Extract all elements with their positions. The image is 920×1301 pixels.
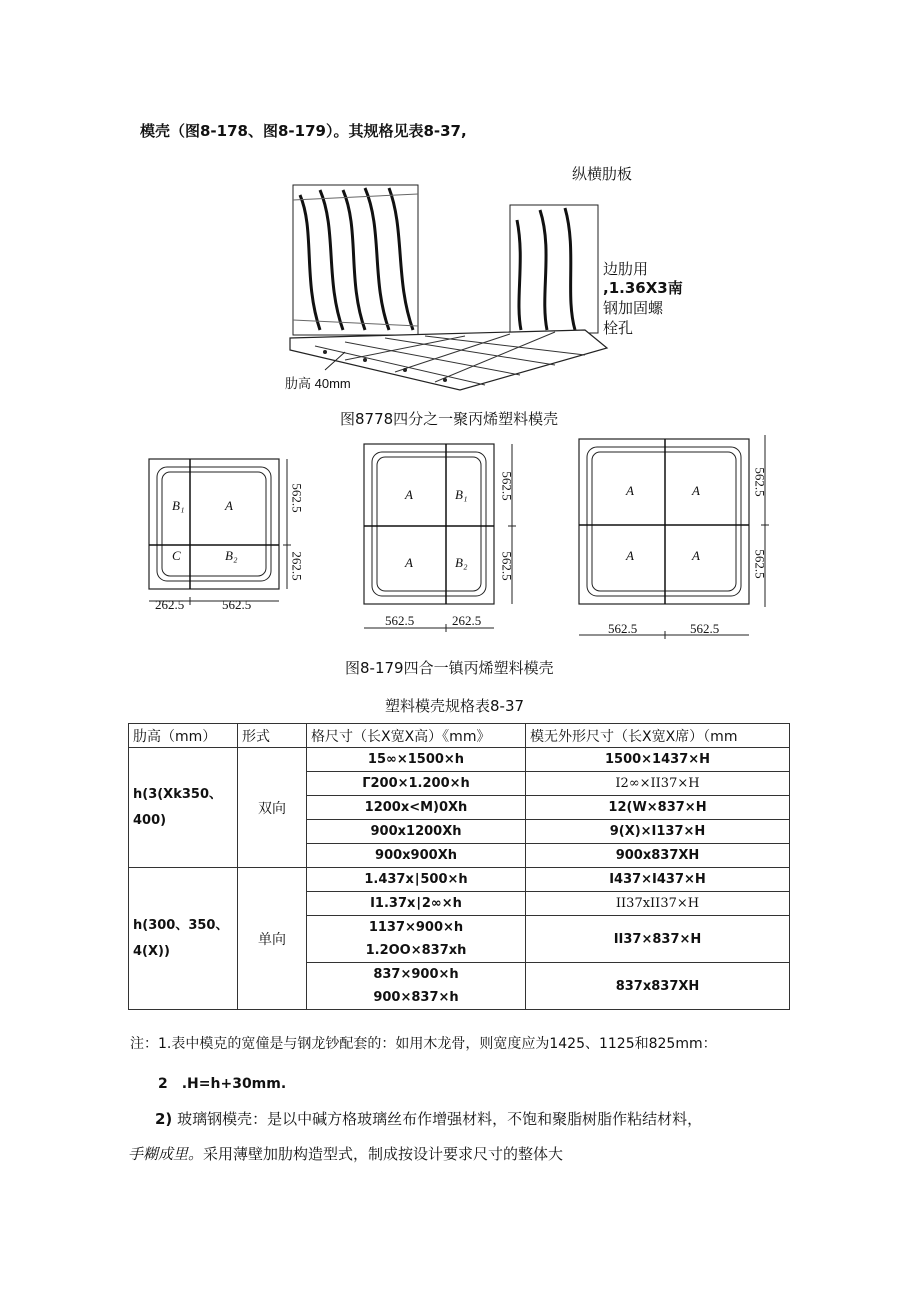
fig179-d2-cell-1: A xyxy=(405,487,413,502)
fig179-drawing-3 xyxy=(575,435,775,645)
table-cell: II37xII37×H xyxy=(526,892,790,916)
fig179-d1-dim-3: 262.5 xyxy=(155,597,185,612)
fig179-d3-cell-3: A xyxy=(626,548,634,563)
table-cell: I437×I437×H xyxy=(526,868,790,892)
fig178-label-top: 纵横肋板 xyxy=(572,165,633,183)
table-row xyxy=(129,868,790,892)
table-cell: 1500×1437×H xyxy=(526,748,790,772)
table-cell: 837x837XH xyxy=(526,963,790,1010)
table-cell: 900x900Xh xyxy=(307,844,526,868)
header-outer-size: 模无外形尺寸（长X宽X席）（mm xyxy=(526,724,790,748)
fig179-d2-cell-4: B₂ xyxy=(455,555,468,570)
table-cell: 900×837×h xyxy=(307,986,526,1010)
group2-form: 单向 xyxy=(238,868,307,1010)
group1-height: h(3(Xk350、 400) xyxy=(129,748,238,868)
fig179-d1-dim-4: 562.5 xyxy=(222,597,252,612)
fig179-d3-dim-2: 562.5 xyxy=(752,549,768,579)
paragraph-number: 2) xyxy=(155,1110,173,1128)
table-cell: 9(X)×I137×H xyxy=(526,820,790,844)
table-cell: 900x837XH xyxy=(526,844,790,868)
fig179-d3-dim-1: 562.5 xyxy=(752,467,768,497)
fig179-drawing-2 xyxy=(360,440,540,640)
table-cell: 837×900×h xyxy=(307,963,526,987)
fig179-caption: 图8-179四合一镇丙烯塑料模壳 xyxy=(345,659,554,677)
fig178-label-right-2: ,1.36X3南 xyxy=(603,279,683,297)
paragraph-text: 玻璃钢模壳：是以中碱方格玻璃丝布作增强材料，不饱和聚脂树脂作粘结材料， xyxy=(177,1110,703,1128)
fig179-d3-dim-3: 562.5 xyxy=(608,621,638,636)
table-cell: 900x1200Xh xyxy=(307,820,526,844)
fig179-drawing-1 xyxy=(145,455,310,620)
table-cell: 1.2OO×837xh xyxy=(307,939,526,963)
intro-line: 模壳（图8-178、图8-179）。其规格见表8-37, xyxy=(140,122,467,140)
fig179-d1-cell-1: B₁ xyxy=(172,498,185,513)
fig179-d2-dim-1: 562.5 xyxy=(499,471,515,501)
table-cell: 1137×900×h xyxy=(307,916,526,940)
fig178-drawing xyxy=(285,180,615,400)
table-cell: 12(W×837×H xyxy=(526,796,790,820)
paragraph-line-1 xyxy=(155,1108,702,1129)
fig178-label-right-4: 栓孔 xyxy=(603,319,634,337)
note-1: 注：1.表中模克的宽僮是与钢龙钞配套的：如用木龙骨，则宽度应为1425、1125和825mm： xyxy=(130,1036,717,1052)
fig179-d3-cell-4: A xyxy=(692,548,700,563)
fig179-d3-cell-1: A xyxy=(626,483,634,498)
table-cell: I1.37x∣2∞×h xyxy=(307,892,526,916)
fig178-label-right-3: 钢加固螺 xyxy=(603,299,664,317)
fig179-d3-dim-4: 562.5 xyxy=(690,621,720,636)
table-cell: 15∞×1500×h xyxy=(307,748,526,772)
table-cell: I2∞×II37×H xyxy=(526,772,790,796)
fig179-d1-cell-2: A xyxy=(225,498,233,513)
header-form: 形式 xyxy=(238,724,307,748)
fig179-d1-dim-2: 262.5 xyxy=(289,551,305,581)
fig179-d1-cell-3: C xyxy=(172,548,181,563)
table-title: 塑料模壳规格表8-37 xyxy=(385,697,525,715)
paragraph-line-2 xyxy=(128,1143,563,1164)
note-2: 2 .H=h+30mm. xyxy=(158,1076,287,1092)
table-cell: 1.437x∣500×h xyxy=(307,868,526,892)
fig179-d2-dim-4: 262.5 xyxy=(452,613,482,628)
fig179-d3-cell-2: A xyxy=(692,483,700,498)
header-rib-height: 肋高（mm） xyxy=(129,724,238,748)
group1-form: 双向 xyxy=(238,748,307,868)
fig179-d2-dim-2: 562.5 xyxy=(499,551,515,581)
table-header-row xyxy=(129,724,790,748)
fig179-d1-dim-1: 562.5 xyxy=(289,483,305,513)
fig178-caption: 图8778四分之一聚丙烯塑料模壳 xyxy=(340,410,559,428)
fig179-d2-cell-2: B₁ xyxy=(455,487,468,502)
fig179-d2-dim-3: 562.5 xyxy=(385,613,415,628)
table-cell: II37×837×H xyxy=(526,916,790,963)
header-grid-size: 格尺寸（长X宽X高）《mm》 xyxy=(307,724,526,748)
fig178-label-bottom: 肋高 40mm xyxy=(285,376,351,391)
spec-table xyxy=(128,723,790,1010)
fig179-d2-cell-3: A xyxy=(405,555,413,570)
table-row xyxy=(129,748,790,772)
paragraph-rest: 采用薄壁加肋构造型式，制成按设计要求尺寸的整体大 xyxy=(203,1145,564,1163)
group2-height: h(300、350、 4(X)) xyxy=(129,868,238,1010)
fig179-d1-cell-4: B₂ xyxy=(225,548,238,563)
fig178-label-right-1: 边肋用 xyxy=(603,260,649,278)
table-cell: 1200x<M)0Xh xyxy=(307,796,526,820)
paragraph-italic: 手糊成里。 xyxy=(128,1145,204,1163)
table-cell: Γ200×1.200×h xyxy=(307,772,526,796)
